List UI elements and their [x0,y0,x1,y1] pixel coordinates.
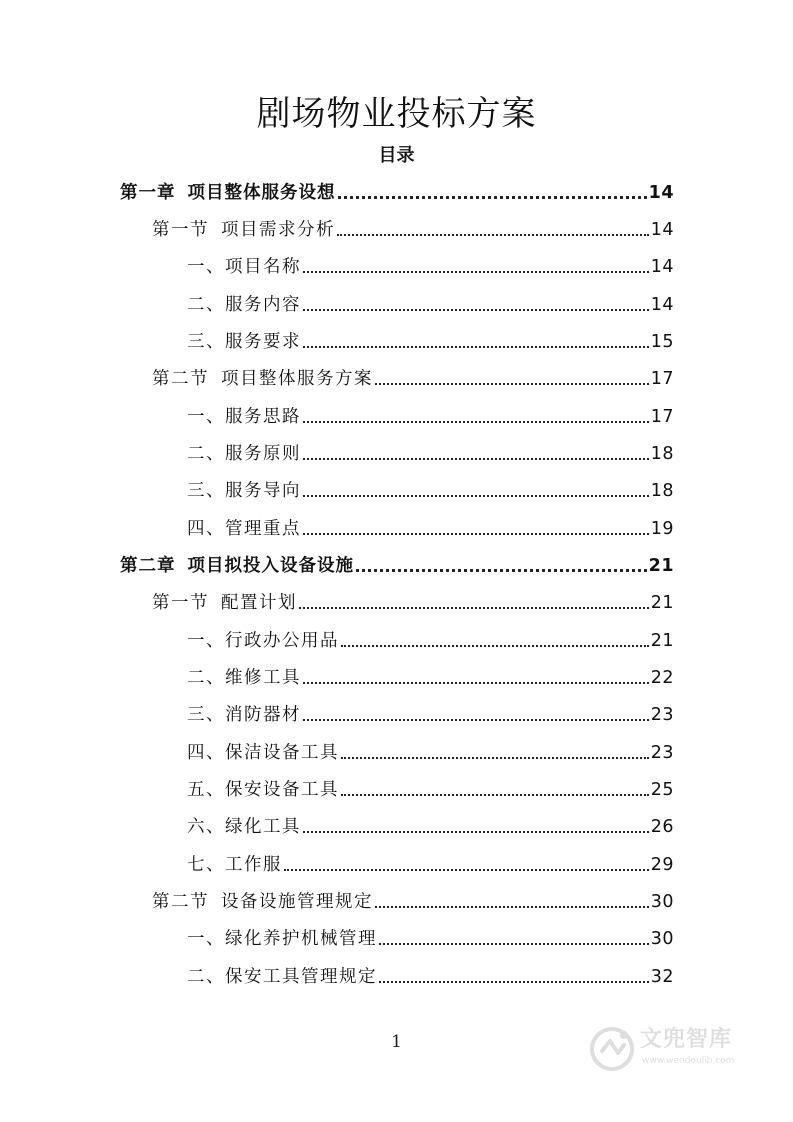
toc-entry-label [120,553,354,579]
toc-entry[interactable] [187,960,674,990]
toc-entry-label [152,217,335,243]
toc-entry-text: 项目需求分析 [221,220,335,240]
toc-entry-prefix: 二、 [187,668,225,688]
toc-entry-page: 30 [650,929,674,949]
toc-entry-page: 21 [648,556,674,576]
toc-entry-prefix: 第一节 [152,220,209,240]
toc-entry-text: 服务原则 [225,444,301,464]
toc-entry-text: 项目名称 [225,257,301,277]
document-title: 剧场物业投标方案 [256,94,537,134]
toc-entry[interactable] [120,549,674,579]
watermark-url: www.wendoulib.com [642,1056,735,1066]
toc-dot-leader [303,269,649,273]
toc-entry-prefix: 三、 [187,481,225,501]
toc-entry-page: 18 [650,444,674,464]
toc-entry[interactable] [187,437,674,467]
toc-dot-leader [303,531,649,535]
toc-entry-label [187,702,301,728]
toc-entry-page: 29 [650,855,674,875]
toc-entry[interactable] [187,810,674,840]
toc-dot-leader [341,792,649,796]
toc-entry-prefix: 第一章 [120,183,176,203]
watermark [588,1023,758,1079]
toc-entry-prefix: 第一节 [152,593,209,613]
toc-entry-prefix: 二、 [187,295,225,315]
toc-entry-prefix: 一、 [187,407,225,427]
toc-dot-leader [303,493,649,497]
toc-entry[interactable] [187,736,674,766]
toc-entry-text: 维修工具 [225,668,301,688]
toc-entry-page: 23 [650,743,674,763]
toc-entry-text: 设备设施管理规定 [221,892,373,912]
toc-entry-label [187,964,377,990]
toc-entry-page: 30 [650,892,674,912]
toc-entry[interactable] [187,250,674,280]
toc-entry[interactable] [152,213,674,243]
toc-entry-prefix: 二、 [187,967,225,987]
toc-entry-prefix: 三、 [187,332,225,352]
toc-entry-page: 19 [650,519,674,539]
toc-dot-leader [375,381,649,385]
toc-entry-label [120,180,336,206]
toc-entry-page: 17 [650,369,674,389]
watermark-brand: 文兜智库 [640,1027,733,1052]
toc-entry-label [187,292,301,318]
toc-entry-text: 管理重点 [225,519,301,539]
toc-entry-text: 工作服 [225,855,282,875]
toc-entry-page: 32 [650,967,674,987]
toc-entry-text: 服务导向 [225,481,301,501]
toc-entry-label [187,926,377,952]
toc-entry[interactable] [187,698,674,728]
toc-entry[interactable] [187,848,674,878]
toc-entry-page: 21 [650,631,674,651]
toc-entry-text: 服务要求 [225,332,301,352]
toc-entry-label [187,740,339,766]
toc-entry-prefix: 四、 [187,519,225,539]
toc-entry-text: 项目整体服务设想 [187,183,336,203]
toc-entry-label [187,441,301,467]
toc-entry-page: 26 [650,817,674,837]
brand-logo-icon [588,1023,638,1073]
toc-entry-label [152,366,373,392]
toc-dot-leader [341,643,649,647]
toc-entry-text: 保安设备工具 [225,780,339,800]
toc-entry-label [187,254,301,280]
toc-dot-leader [299,605,649,609]
toc-entry-page: 14 [650,220,674,240]
toc-dot-leader [338,194,647,199]
toc-entry-prefix: 七、 [187,855,225,875]
toc-entry-label [187,404,301,430]
page-number: 1 [391,1032,402,1052]
toc-entry-label [187,516,301,542]
toc-dot-leader [341,755,649,759]
toc-dot-leader [356,567,647,572]
toc-dot-leader [303,344,649,348]
toc-entry[interactable] [187,773,674,803]
toc-entry[interactable] [187,624,674,654]
toc-dot-leader [303,419,649,423]
toc-entry-prefix: 一、 [187,257,225,277]
toc-entry[interactable] [187,288,674,318]
toc-entry-page: 14 [648,183,674,203]
toc-entry-label [187,814,301,840]
toc-dot-leader [303,456,649,460]
toc-entry-prefix: 第二节 [152,369,209,389]
toc-heading: 目录 [378,145,415,166]
toc-entry-prefix: 第二节 [152,892,209,912]
toc-entry-text: 保洁设备工具 [225,743,339,763]
toc-entry-text: 服务思路 [225,407,301,427]
toc-dot-leader [303,829,649,833]
toc-dot-leader [303,717,649,721]
toc-entry[interactable] [187,512,674,542]
toc-entry-prefix: 一、 [187,631,225,651]
toc-entry-text: 保安工具管理规定 [225,967,377,987]
toc-dot-leader [375,904,649,908]
toc-dot-leader [379,979,649,983]
toc-entry[interactable] [187,474,674,504]
toc-entry-prefix: 第二章 [120,556,176,576]
toc-dot-leader [379,941,649,945]
toc-entry-prefix: 六、 [187,817,225,837]
toc-entry-prefix: 五、 [187,780,225,800]
toc-entry-prefix: 三、 [187,705,225,725]
toc-entry[interactable] [187,400,674,430]
toc-entry-page: 17 [650,407,674,427]
toc-entry[interactable] [152,362,674,392]
toc-dot-leader [303,680,649,684]
toc-entry-text: 配置计划 [221,593,297,613]
toc-entry[interactable] [152,586,674,616]
toc-entry-page: 18 [650,481,674,501]
toc-entry[interactable] [187,325,674,355]
toc-entry-text: 绿化工具 [225,817,301,837]
toc-entry-label [187,665,301,691]
toc-entry-prefix: 二、 [187,444,225,464]
toc-entry[interactable] [187,661,674,691]
toc-entry-text: 服务内容 [225,295,301,315]
toc-entry-label [152,590,297,616]
toc-entry[interactable] [120,176,674,206]
toc-entry[interactable] [152,885,674,915]
toc-entry-page: 21 [650,593,674,613]
toc-dot-leader [337,232,649,236]
toc-entry-text: 项目整体服务方案 [221,369,373,389]
toc-entry-page: 14 [650,257,674,277]
toc-entry-prefix: 四、 [187,743,225,763]
toc-entry-label [187,478,301,504]
toc-entry-page: 25 [650,780,674,800]
toc-entry-page: 15 [650,332,674,352]
toc-entry-page: 22 [650,668,674,688]
toc-entry[interactable] [187,922,674,952]
toc-entry-text: 行政办公用品 [225,631,339,651]
toc-dot-leader [303,307,649,311]
toc-entry-label [187,329,301,355]
toc-entry-prefix: 一、 [187,929,225,949]
toc-entry-label [187,628,339,654]
toc-entry-label [187,777,339,803]
toc-dot-leader [284,867,649,871]
toc-entry-text: 绿化养护机械管理 [225,929,377,949]
toc-entry-label [187,852,282,878]
toc-entry-text: 项目拟投入设备设施 [187,556,354,576]
toc-entry-text: 消防器材 [225,705,301,725]
toc-entry-page: 14 [650,295,674,315]
toc-entry-page: 23 [650,705,674,725]
toc-entry-label [152,889,373,915]
